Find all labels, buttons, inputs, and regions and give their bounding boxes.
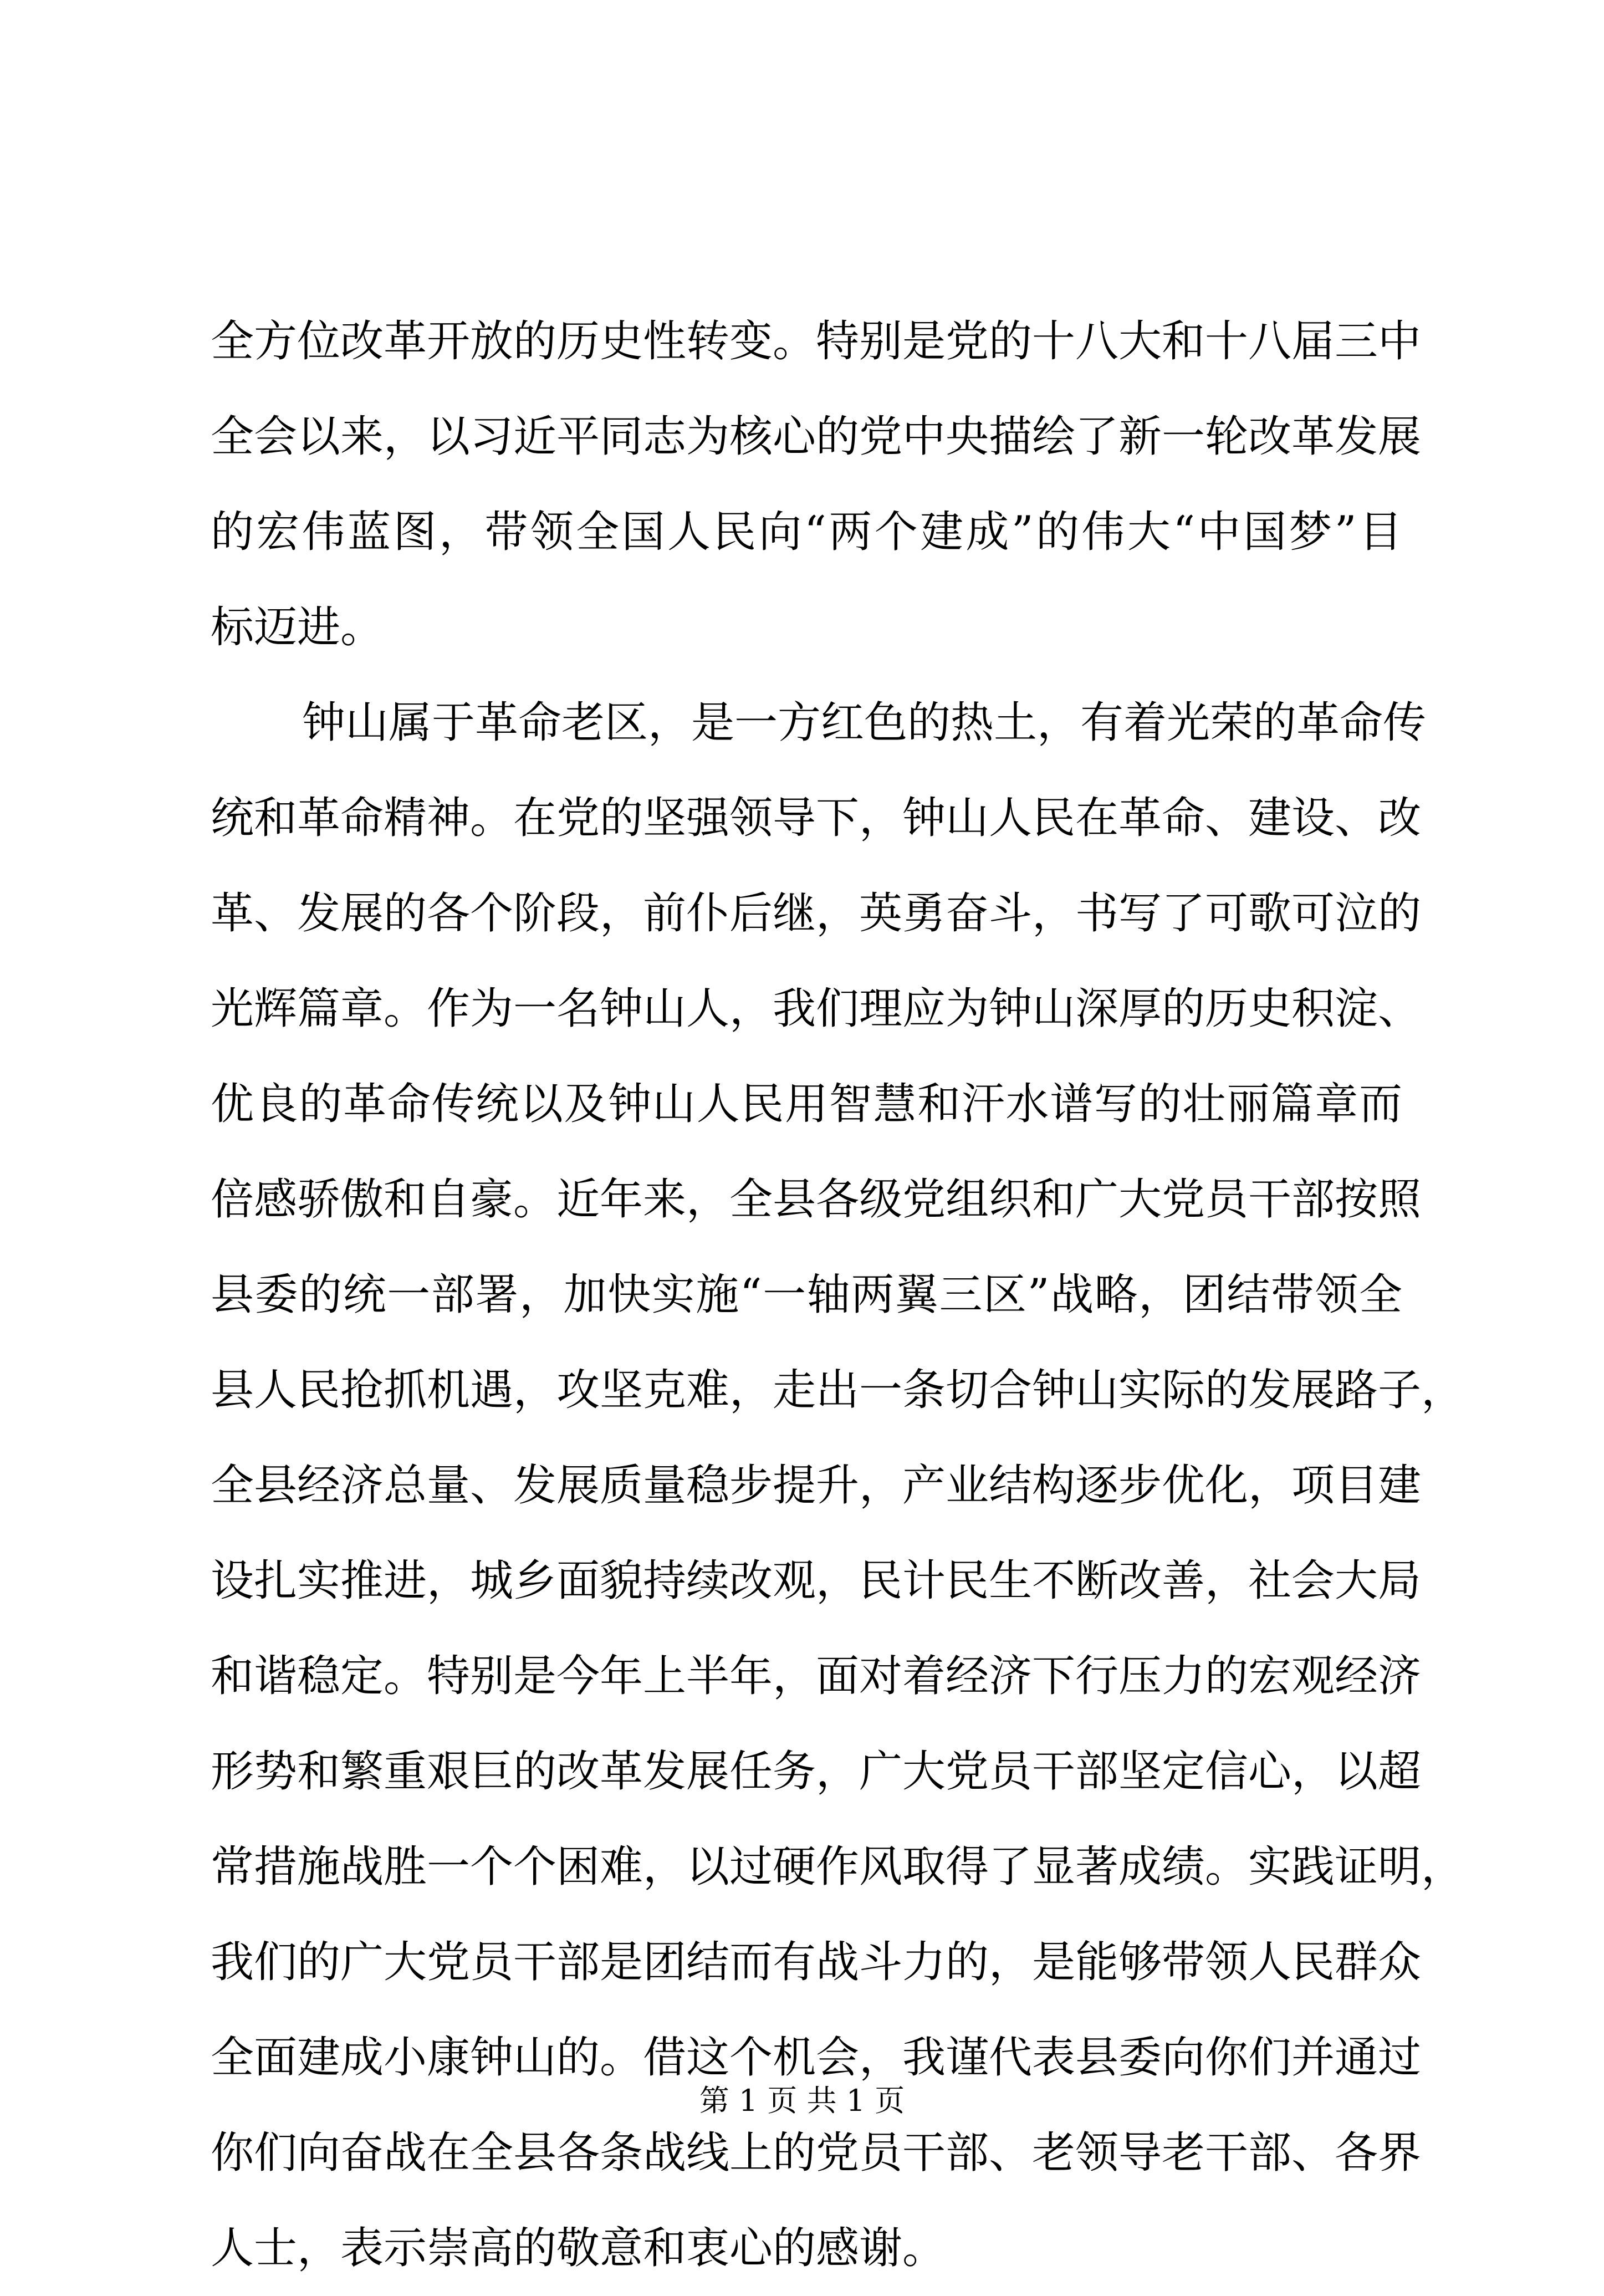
paragraph-2-line-5: 优良的革命传统以及钟山人民用智慧和汗水谱写的壮丽篇章而 bbox=[211, 1079, 1402, 1129]
paragraph-2-line-3: 革、发展的各个阶段，前仆后继，英勇奋斗，书写了可歌可泣的 bbox=[211, 889, 1422, 938]
paragraph-2-line-13: 常措施战胜一个个困难，以过硬作风取得了显著成绩。实践证明， bbox=[211, 1842, 1465, 1892]
paragraph-1-line-1: 全方位改革开放的历史性转变。特别是党的十八大和十八届三中 bbox=[211, 317, 1422, 366]
page-number-label: 第 1 页 共 1 页 bbox=[699, 2083, 905, 2118]
paragraph-2-line-6: 倍感骄傲和自豪。近年来，全县各级党组织和广大党员干部按照 bbox=[211, 1175, 1422, 1224]
paragraph-1-line-4: 标迈进。 bbox=[211, 603, 384, 652]
paragraph-2-line-11: 和谐稳定。特别是今年上半年，面对着经济下行压力的宏观经济 bbox=[211, 1651, 1422, 1701]
paragraph-2-line-15: 全面建成小康钟山的。借这个机会，我谨代表县委向你们并通过 bbox=[211, 2033, 1422, 2083]
paragraph-2-line-14: 我们的广大党员干部是团结而有战斗力的，是能够带领人民群众 bbox=[211, 1937, 1422, 1987]
paragraph-2-line-10: 设扎实推进，城乡面貌持续改观，民计民生不断改善，社会大局 bbox=[211, 1556, 1422, 1606]
paragraph-1-line-3: 的宏伟蓝图，带领全国人民向“两个建成”的伟大“中国梦”目 bbox=[211, 507, 1402, 557]
paragraph-2-line-8: 县人民抢抓机遇，攻坚克难，走出一条切合钟山实际的发展路子， bbox=[211, 1365, 1465, 1415]
body-text bbox=[211, 294, 1465, 2296]
paragraph-2-line-2: 统和革命精神。在党的坚强领导下，钟山人民在革命、建设、改 bbox=[211, 793, 1422, 843]
paragraph-2-line-9: 全县经济总量、发展质量稳步提升，产业结构逐步优化，项目建 bbox=[211, 1461, 1422, 1511]
paragraph-1-line-2: 全会以来，以习近平同志为核心的党中央描绘了新一轮改革发展 bbox=[211, 412, 1422, 462]
paragraph-2-line-12: 形势和繁重艰巨的改革发展任务，广大党员干部坚定信心，以超 bbox=[211, 1747, 1422, 1797]
paragraph-2-line-4: 光辉篇章。作为一名钟山人，我们理应为钟山深厚的历史积淀、 bbox=[211, 984, 1422, 1034]
page-footer bbox=[0, 2079, 1604, 2123]
paragraph-2-line-17: 人士，表示崇高的敬意和衷心的感谢。 bbox=[211, 2223, 946, 2273]
paragraph-2-line-16: 你们向奋战在全县各条战线上的党员干部、老领导老干部、各界 bbox=[211, 2128, 1422, 2178]
paragraph-2-line-1: 钟山属于革命老区，是一方红色的热土，有着光荣的革命传 bbox=[302, 698, 1427, 748]
paragraph-2-line-7: 县委的统一部署，加快实施“一轴两翼三区”战略，团结带领全 bbox=[211, 1270, 1402, 1320]
